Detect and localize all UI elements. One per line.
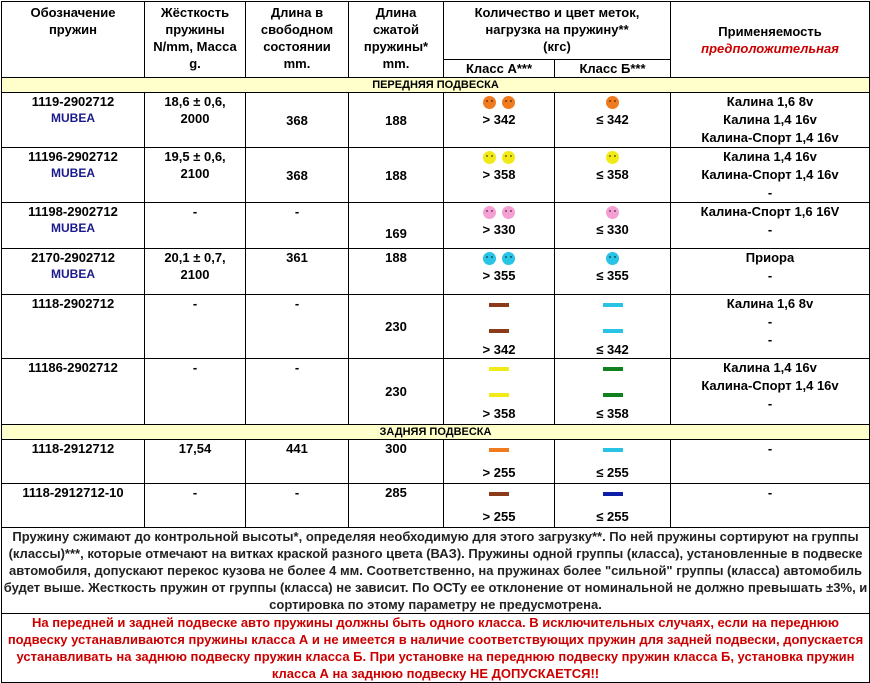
applicability-cell [671, 359, 870, 425]
compressed-length-cell: 188 [349, 148, 444, 203]
brand-label: MUBEA [51, 221, 95, 235]
mark-icons [444, 203, 554, 221]
free-length-cell: - [246, 484, 349, 528]
applicability-item: - [767, 396, 773, 411]
table-row [2, 148, 870, 203]
stiffness-value: 20,1 ± 0,7, [164, 250, 226, 265]
applicability-item: Калина 1,4 16v [723, 112, 817, 127]
spring-code-cell [2, 249, 145, 295]
green-stripe-mark-icon [603, 367, 623, 371]
spring-code-cell [2, 295, 145, 359]
mark-icons [555, 440, 670, 464]
spring-code-cell [2, 440, 145, 484]
load-value: ≤ 342 [596, 112, 629, 127]
header-stiffness: Жёсткость пружины N/mm, Масса g. [145, 2, 246, 78]
brand-label: MUBEA [51, 111, 95, 125]
mark-icons [444, 359, 554, 385]
brand-label: MUBEA [51, 267, 95, 281]
class-a-cell [444, 440, 555, 484]
cyan-smiley-mark-icon [502, 252, 515, 265]
brown-stripe-mark-icon [489, 329, 509, 333]
warning-text: На передней и задней подвеске авто пружины должны быть одного класса. В исключительных случаях, если на переднюю подвеску устанавливаются пружины класса А и не имеется в наличие соответствующих пружин для задней подвески, допускается устанавливать на заднюю подвеску пружин класса Б. При установке на переднюю подвеску пружин класса Б, установка пружин класса А на заднюю подвеску НЕ ДОПУСКАЕТСЯ!! [2, 614, 870, 683]
spring-code: 11196-2902712 [28, 149, 118, 164]
free-length-cell: 368 [246, 148, 349, 203]
section-rear: ЗАДНЯЯ ПОДВЕСКА [2, 425, 870, 440]
stiffness-cell [145, 203, 246, 249]
stiffness-value: - [192, 204, 198, 219]
free-length-cell: - [246, 359, 349, 425]
applicability-item: - [767, 222, 773, 237]
class-b-cell [555, 484, 671, 528]
class-b-cell [555, 249, 671, 295]
mark-icons [444, 321, 554, 341]
applicability-item: Калина 1,4 16v [723, 360, 817, 375]
orange-stripe-mark-icon [489, 448, 509, 452]
spring-code: 11198-2902712 [28, 204, 118, 219]
class-a-cell [444, 484, 555, 528]
mark-icons [555, 203, 670, 221]
table-row [2, 203, 870, 249]
orange-smiley-mark-icon [483, 96, 496, 109]
load-value: > 255 [482, 465, 516, 480]
compressed-length-cell: 230 [349, 359, 444, 425]
applicability-item: Калина 1,4 16v [723, 149, 817, 164]
stiffness-cell [145, 359, 246, 425]
stiffness-value: - [192, 485, 198, 500]
applicability-item: - [767, 185, 773, 200]
class-a-cell [444, 148, 555, 203]
stiffness-value: 17,54 [178, 441, 212, 456]
stiffness-cell [145, 148, 246, 203]
header-class-b: Класс Б*** [555, 60, 671, 78]
applicability-cell [671, 93, 870, 148]
free-length-cell: - [246, 203, 349, 249]
table-row [2, 93, 870, 148]
applicability-item: Калина-Спорт 1,6 16V [700, 204, 840, 219]
mass-value: 2000 [180, 111, 210, 126]
load-value: > 358 [482, 167, 516, 182]
table-row [2, 249, 870, 295]
class-a-cell [444, 249, 555, 295]
class-a-cell [444, 359, 555, 425]
spring-code: 11186-2902712 [28, 360, 118, 375]
orange-smiley-mark-icon [606, 96, 619, 109]
cyan-smiley-mark-icon [483, 252, 496, 265]
free-length-cell: 441 [246, 440, 349, 484]
pink-smiley-mark-icon [483, 206, 496, 219]
yellow-smiley-mark-icon [483, 151, 496, 164]
load-value: ≤ 358 [596, 406, 629, 421]
spring-code-cell [2, 93, 145, 148]
navy-stripe-mark-icon [603, 492, 623, 496]
load-value: ≤ 358 [596, 167, 629, 182]
applicability-subtitle: предположительная [701, 40, 839, 56]
mark-icons [555, 321, 670, 341]
class-b-cell [555, 295, 671, 359]
load-value: > 342 [482, 112, 516, 127]
mark-icons [555, 385, 670, 405]
class-b-cell [555, 440, 671, 484]
applicability-item: Калина-Спорт 1,4 16v [701, 130, 839, 145]
compressed-length-cell: 230 [349, 295, 444, 359]
spring-code-cell [2, 203, 145, 249]
mark-icons [444, 385, 554, 405]
section-front: ПЕРЕДНЯЯ ПОДВЕСКА [2, 78, 870, 93]
header-applicability [671, 2, 870, 78]
stiffness-value: 19,5 ± 0,6, [164, 149, 226, 164]
mark-icons [444, 484, 554, 508]
header-class-a: Класс А*** [444, 60, 555, 78]
applicability-item: - [767, 268, 773, 283]
header-marks: Количество и цвет меток, нагрузка на пружину** (кгс) [444, 2, 671, 60]
applicability-item: Калина-Спорт 1,4 16v [701, 167, 839, 182]
spring-code: 2170-2902712 [31, 250, 115, 265]
mark-icons [555, 295, 670, 321]
applicability-item: - [767, 332, 773, 347]
brown-stripe-mark-icon [489, 492, 509, 496]
brown-stripe-mark-icon [489, 303, 509, 307]
class-a-cell [444, 295, 555, 359]
orange-smiley-mark-icon [502, 96, 515, 109]
load-value: ≤ 255 [596, 465, 629, 480]
applicability-cell [671, 148, 870, 203]
footnote-text: Пружину сжимают до контрольной высоты*, определяя необходимую для этого загрузку**. По ней пружины сортируют на группы (классы)***, которые отмечают на витках краской разного цвета (ВАЗ). Пружины одной группы (класса), установленные в подвеске автомобиля, допускают перекос кузова не более 4 мм. Соответственно, на пружинах более "сильной" группы (класса) автомобиль будет выше. Жесткость пружин от группы (класса) не зависит. По ОСТу ее отклонение от номинальной не должно превышать ±3%, и сортировка по этому параметру не предусмотрена. [2, 528, 870, 614]
load-value: ≤ 330 [596, 222, 629, 237]
stiffness-value: - [192, 296, 198, 311]
load-value: > 358 [482, 406, 516, 421]
applicability-cell [671, 440, 870, 484]
free-length-cell: 361 [246, 249, 349, 295]
stiffness-cell [145, 93, 246, 148]
mass-value: 2100 [180, 267, 210, 282]
mark-icons [444, 295, 554, 321]
stiffness-value: - [192, 360, 198, 375]
applicability-title: Применяемость [718, 23, 822, 39]
mark-icons [444, 249, 554, 267]
cyan-stripe-mark-icon [603, 329, 623, 333]
compressed-length-cell: 300 [349, 440, 444, 484]
header-free-length: Длина в свободном состоянии mm. [246, 2, 349, 78]
mark-icons [555, 148, 670, 166]
applicability-cell [671, 295, 870, 359]
class-b-cell [555, 93, 671, 148]
spring-code-cell [2, 484, 145, 528]
yellow-smiley-mark-icon [502, 151, 515, 164]
table-row [2, 359, 870, 425]
applicability-cell [671, 249, 870, 295]
class-a-cell [444, 93, 555, 148]
table-row [2, 484, 870, 528]
brand-label: MUBEA [51, 166, 95, 180]
compressed-length-cell: 188 [349, 249, 444, 295]
applicability-item: Калина 1,6 8v [726, 296, 814, 311]
applicability-item: Калина 1,6 8v [726, 94, 814, 109]
green-stripe-mark-icon [603, 393, 623, 397]
compressed-length-cell: 188 [349, 93, 444, 148]
spring-code: 1118-2912712-10 [22, 485, 124, 500]
load-value: > 342 [482, 342, 516, 357]
applicability-cell [671, 203, 870, 249]
spring-table [1, 1, 870, 683]
pink-smiley-mark-icon [502, 206, 515, 219]
load-value: > 255 [482, 509, 516, 524]
load-value: ≤ 355 [596, 268, 629, 283]
stiffness-cell [145, 295, 246, 359]
mark-icons [444, 93, 554, 111]
stiffness-cell [145, 249, 246, 295]
mass-value: 2100 [180, 166, 210, 181]
stiffness-cell [145, 484, 246, 528]
cyan-stripe-mark-icon [603, 303, 623, 307]
class-b-cell [555, 203, 671, 249]
applicability-item: Приора [745, 250, 795, 265]
compressed-length-cell: 285 [349, 484, 444, 528]
mark-icons [444, 148, 554, 166]
mark-icons [555, 484, 670, 508]
mark-icons [444, 440, 554, 464]
spring-code: 1118-2902712 [31, 296, 115, 311]
class-b-cell [555, 359, 671, 425]
applicability-item: Калина-Спорт 1,4 16v [701, 378, 839, 393]
pink-smiley-mark-icon [606, 206, 619, 219]
load-value: > 330 [482, 222, 516, 237]
applicability-cell [671, 484, 870, 528]
load-value: > 355 [482, 268, 516, 283]
mark-icons [555, 359, 670, 385]
stiffness-cell [145, 440, 246, 484]
free-length-cell: 368 [246, 93, 349, 148]
header-designation: Обозначение пружин [2, 2, 145, 78]
applicability-item: - [767, 441, 773, 456]
stiffness-value: 18,6 ± 0,6, [164, 94, 226, 109]
mark-icons [555, 249, 670, 267]
spring-code: 1118-2912712 [31, 441, 115, 456]
yellow-stripe-mark-icon [489, 367, 509, 371]
spring-code: 1119-2902712 [31, 94, 115, 109]
spring-code-cell [2, 359, 145, 425]
yellow-stripe-mark-icon [489, 393, 509, 397]
header-compressed-length: Длина сжатой пружины* mm. [349, 2, 444, 78]
load-value: ≤ 255 [596, 509, 629, 524]
applicability-item: - [767, 485, 773, 500]
load-value: ≤ 342 [596, 342, 629, 357]
compressed-length-cell: 169 [349, 203, 444, 249]
applicability-item: - [767, 314, 773, 329]
class-a-cell [444, 203, 555, 249]
yellow-smiley-mark-icon [606, 151, 619, 164]
free-length-cell: - [246, 295, 349, 359]
cyan-smiley-mark-icon [606, 252, 619, 265]
spring-code-cell [2, 148, 145, 203]
table-row [2, 295, 870, 359]
class-b-cell [555, 148, 671, 203]
mark-icons [555, 93, 670, 111]
cyan-stripe-mark-icon [603, 448, 623, 452]
table-row [2, 440, 870, 484]
